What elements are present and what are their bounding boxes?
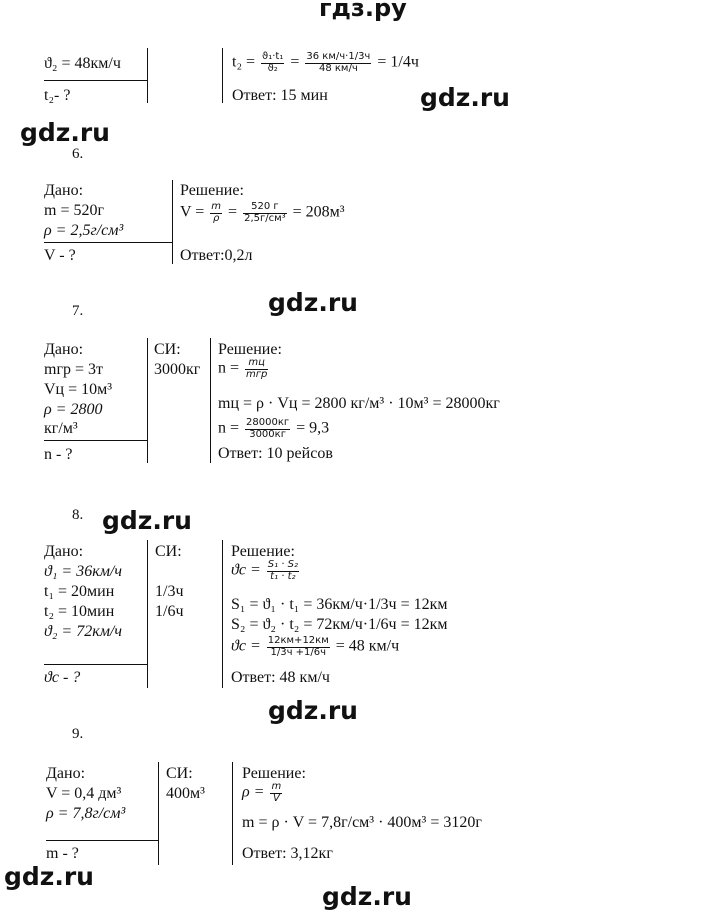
given-divider [44, 80, 148, 81]
si-label: СИ: [154, 341, 181, 358]
fraction-formula [261, 52, 284, 74]
given-speed-2: ϑ₂ = 72км/ч [44, 623, 122, 640]
solution-avg-speed-formula [231, 560, 301, 582]
column-divider [147, 48, 148, 103]
answer: Ответ: 48 км/ч [231, 669, 330, 686]
given-divider [44, 664, 148, 665]
given-time-2: t₂ = 10мин [44, 603, 115, 620]
n-lhs: n = [218, 359, 240, 377]
find-mass: m - ? [46, 845, 79, 862]
solution-n [218, 358, 270, 380]
column-divider [172, 180, 173, 264]
problem-number: 7. [72, 303, 84, 319]
given-density-unit: кг/м³ [44, 420, 78, 437]
column-divider [147, 338, 148, 463]
answer: Ответ:0,2л [180, 247, 253, 264]
fraction-formula [210, 202, 222, 224]
si-time-1: 1/3ч [155, 583, 184, 600]
distance-1-calc: S₁ = ϑ₁ · t₁ = 36км/ч·1/3ч = 12км [231, 596, 448, 613]
watermark: gdz.ru [20, 118, 110, 147]
mass-calculation: m = ρ · V = 7,8г/см³ · 400м³ = 3120г [242, 814, 482, 831]
si-mass: 3000кг [154, 361, 201, 378]
column-divider [222, 540, 223, 688]
fraction-denominator: mгр [246, 368, 268, 380]
answer: Ответ: 15 мин [232, 87, 328, 104]
given-divider [46, 840, 158, 841]
fraction-denominator: 48 км/ч [305, 63, 371, 75]
watermark: gdz.ru [420, 83, 510, 112]
given-mass: mгр = 3т [44, 361, 104, 378]
mass-calculation: mц = ρ · Vц = 2800 кг/м³ · 10м³ = 28000кг [218, 395, 500, 412]
fraction-numerator: m [211, 201, 222, 212]
column-divider [147, 540, 148, 688]
solution-t2: t₂ = $\frac{\text{ϑ₁·t₁}}{\text{ϑ₂}}$ = $\frac{36 км/ч\cdot 1/3ч}{48 км/ч}$ = 1/4ч [232, 51, 419, 74]
answer: Ответ: 10 рейсов [218, 445, 333, 462]
given-time-1: t₁ = 20мин [44, 583, 115, 600]
solution-volume: V = $\frac{m}{\rho}$ = $\frac{520 г}{\text{2,5г/см³}}$ = 208м³ [180, 201, 345, 224]
solution-avg-speed-value [231, 636, 399, 658]
given-divider [44, 440, 148, 441]
given-volume: Vц = 10м³ [44, 381, 113, 398]
fraction-numerator: 36 км/ч·1/3ч [306, 51, 371, 62]
fraction-values [243, 202, 287, 224]
fraction-values [305, 52, 371, 74]
rho-lhs: ρ = [242, 783, 265, 801]
fraction-denominator: t₁ · t₂ [267, 571, 299, 583]
column-divider [232, 762, 233, 865]
fraction-numerator: ϑ₁·t₁ [262, 51, 284, 62]
watermark: gdz.ru [322, 882, 412, 911]
fraction-denominator: V [270, 793, 282, 805]
fraction-values [267, 636, 330, 658]
watermark: gdz.ru [268, 696, 358, 725]
watermark: gdz.ru [102, 506, 192, 535]
fraction-numerator: S₁ · S₂ [267, 559, 298, 570]
given-density: ρ = 7,8г/см³ [46, 805, 126, 822]
problem-number: 8. [72, 507, 84, 523]
v-lhs: ϑс = [231, 637, 261, 655]
fraction-formula [245, 358, 268, 380]
fraction-denominator: ϑ₂ [261, 63, 284, 75]
t2-rhs: = 1/4ч [377, 53, 419, 71]
solution-label: Решение: [242, 765, 306, 782]
find-n: n - ? [44, 446, 73, 463]
solution-label: Решение: [218, 341, 282, 358]
fraction-numerator: 520 г [251, 201, 279, 212]
t2-lhs: t₂ = [232, 53, 256, 71]
given-divider [44, 242, 172, 243]
problem-number: 9. [72, 726, 84, 742]
v-lhs: V = [180, 203, 205, 221]
fraction-denominator: 1/3ч +1/6ч [267, 647, 330, 659]
given-mass: m = 520г [44, 202, 105, 219]
given-density: ρ = 2800 [44, 401, 103, 418]
fraction-numerator: 28000кг [246, 417, 290, 428]
find-volume: V - ? [44, 247, 76, 264]
fraction-numerator: m [271, 781, 282, 792]
v-rhs: = 48 км/ч [335, 637, 400, 655]
given-label: Дано: [44, 543, 84, 560]
si-volume: 400м³ [166, 785, 205, 802]
watermark: gdz.ru [268, 288, 358, 317]
column-divider [158, 762, 159, 865]
given-volume: V = 0,4 дм³ [46, 785, 122, 802]
solution-n-value [218, 418, 329, 440]
fraction-formula [267, 560, 299, 582]
fraction-numerator: mц [248, 357, 265, 368]
given-v2: ϑ₂ = 48км/ч [44, 55, 121, 72]
v-lhs: ϑс = [231, 561, 261, 579]
fraction-denominator: 2,5г/см³ [244, 212, 286, 224]
column-divider [210, 338, 211, 463]
distance-2-calc: S₂ = ϑ₂ · t₂ = 72км/ч·1/6ч = 12км [231, 616, 448, 633]
si-label: СИ: [155, 543, 182, 560]
fraction-denominator: ρ [210, 213, 222, 225]
find-avg-speed: ϑс - ? [44, 669, 81, 686]
given-density: ρ = 2,5г/см³ [44, 222, 124, 239]
solution-label: Решение: [180, 182, 244, 199]
watermark: gdz.ru [4, 862, 94, 891]
fraction-formula [270, 782, 282, 804]
given-label: Дано: [46, 765, 86, 782]
solution-label: Решение: [231, 543, 295, 560]
si-time-2: 1/6ч [155, 603, 184, 620]
n-lhs: n = [218, 419, 240, 437]
given-label: Дано: [44, 182, 84, 199]
given-speed-1: ϑ₁ = 36км/ч [44, 563, 122, 580]
solution-density [242, 782, 284, 804]
n-rhs: = 9,3 [296, 419, 330, 437]
watermark-header: гдз.ру [319, 0, 407, 22]
si-label: СИ: [166, 765, 193, 782]
answer: Ответ: 3,12кг [242, 845, 333, 862]
column-divider [222, 48, 223, 103]
v-rhs: = 208м³ [292, 203, 345, 221]
fraction-values [245, 418, 290, 440]
find-t2: t₂- ? [44, 87, 71, 104]
given-label: Дано: [44, 341, 84, 358]
problem-number: 6. [72, 146, 84, 162]
fraction-denominator: 3000кг [245, 429, 290, 441]
fraction-numerator: 12км+12км [267, 635, 329, 646]
